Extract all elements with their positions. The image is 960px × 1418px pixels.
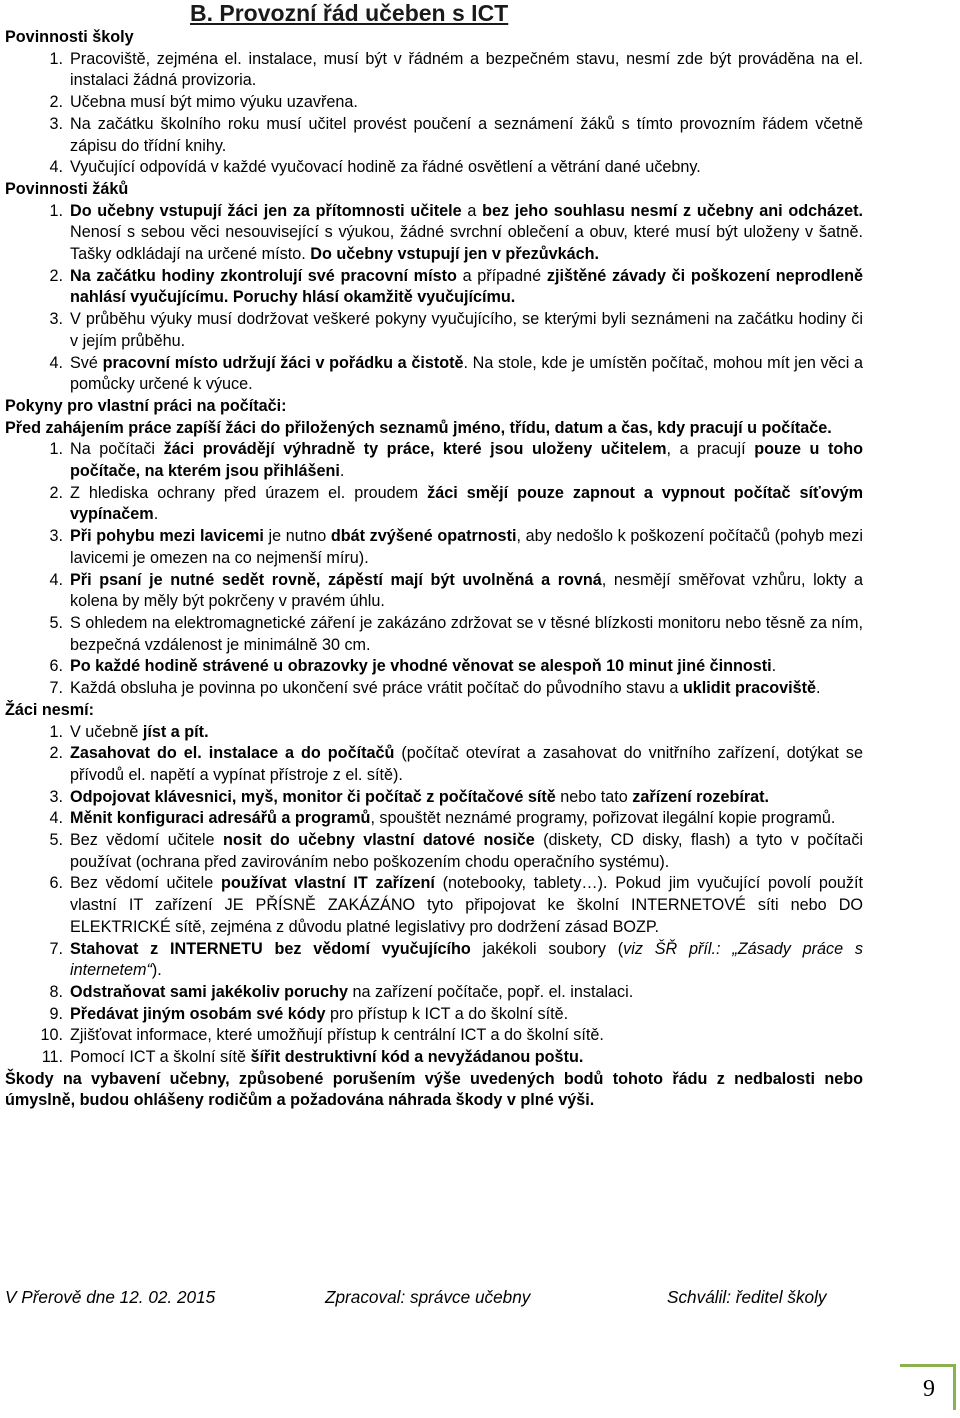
footer-approved-by: Schválil: ředitel školy <box>667 1287 827 1307</box>
page-title: B. Provozní řád učeben s ICT <box>190 0 509 26</box>
pc-work-heading: Pokyny pro vlastní práci na počítači: <box>5 396 287 415</box>
list-item: 5. S ohledem na elektromagnetické záření je zakázáno zdržovat se v těsné blízkosti monitoru nebo těsně za ním, bezpečná vzdálenost je minimálně 30 cm. <box>49 613 863 654</box>
list-item: 7. Stahovat z INTERNETU bez vědomí vyučujícího jakékoli soubory (viz ŠŘ příl.: „Zásady práce s internetem“). <box>49 939 863 980</box>
list-item: 8. Odstraňovat sami jakékoliv poruchy na zařízení počítače, popř. el. instalaci. <box>49 982 634 1001</box>
list-item: 3. Při pohybu mezi lavicemi je nutno dbát zvýšené opatrnosti, aby nedošlo k poškození počítačů (pohyb mezi lavicemi je omezen na co nejmenší míru). <box>49 527 863 567</box>
list-item: 3. Odpojovat klávesnici, myš, monitor či počítač z počítačové sítě nebo tato zařízení rozebírat. <box>49 787 770 806</box>
list-item: 3. Na začátku školního roku musí učitel provést poučení a seznámení žáků s tímto provozním řádem včetně zápisu do třídní knihy. <box>49 114 863 155</box>
school-duties-heading: Povinnosti školy <box>5 28 134 46</box>
list-item: 2. Zasahovat do el. instalace a do počítačů (počítač otevírat a zasahovat do vnitřního zařízení, dotýkat se přívodů el. napětí a vypínat přístroje z el. sítě). <box>49 744 864 784</box>
page-number: 9 <box>900 1364 956 1410</box>
damage-note: Škody na vybavení učebny, způsobené porušením výše uvedených bodů tohoto řádu z nedbalosti nebo úmyslně, budou ohlášeny rodičům a požadována náhrada škody v plné výši. <box>5 1069 863 1110</box>
list-item: 11. Pomocí ICT a školní sítě šířit destruktivní kód a nevyžádanou poštu. <box>41 1048 584 1067</box>
list-item: 4. Měnit konfiguraci adresářů a programů, spouštět neznámé programy, pořizovat ilegální kopie programů. <box>49 809 836 828</box>
list-item: 4. Při psaní je nutné sedět rovně, zápěstí mají být uvolněná a rovná, nesmějí směřovat vzhůru, lokty a kolena by měly být pokrčeny v pravém úhlu. <box>49 570 863 611</box>
list-item: 9. Předávat jiným osobám své kódy pro přístup k ICT a do školní sítě. <box>49 1004 569 1023</box>
list-item: 6. Po každé hodině strávené u obrazovky je vhodné věnovat se alespoň 10 minut jiné činnosti. <box>49 657 777 676</box>
list-item: 2. Z hlediska ochrany před úrazem el. proudem žáci smějí pouze zapnout a vypnout počítač síťovým vypínačem. <box>49 483 863 524</box>
list-item: 10. Zjišťovat informace, které umožňují přístup k centrální ICT a do školní sítě. <box>40 1026 604 1045</box>
list-item: 1. Do učebny vstupují žáci jen za přítomnosti učitele a bez jeho souhlasu nesmí z učebny ani odcházet. Nenosí s sebou věci nesouvisející s výukou, žádné svrchní oblečení a obuv, které musí být uloženy v šatně. Tašky odkládají na určené místo. Do učebny vstupují jen v přezůvkách. <box>49 201 863 264</box>
footer-place-date: V Přerově dne 12. 02. 2015 <box>5 1287 216 1307</box>
footer-prepared-by: Zpracoval: správce učebny <box>325 1287 531 1307</box>
list-item: 4. Své pracovní místo udržují žáci v pořádku a čistotě. Na stole, kde je umístěn počítač, mohou mít jen věci a pomůcky určené k výuce. <box>49 353 863 394</box>
list-item: 1. Pracoviště, zejména el. instalace, musí být v řádném a bezpečném stavu, nesmí zde být prováděna na el. instalaci žádná provizoria. <box>49 49 863 90</box>
list-item: 1. Na počítači žáci provádějí výhradně ty práce, které jsou uloženy učitelem, a pracují pouze u toho počítače, na kterém jsou přihlášeni. <box>49 440 863 481</box>
list-item: 7. Každá obsluha je povinna po ukončení své práce vrátit počítač do původního stavu a uklidit pracoviště. <box>49 679 821 698</box>
list-item: 4. Vyučující odpovídá v každé vyučovací hodině za řádné osvětlení a větrání dané učebny. <box>49 158 701 177</box>
list-item: 3. V průběhu výuky musí dodržovat veškeré pokyny vyučujícího, se kterými byli seznámeni na začátku hodiny či v jejím průběhu. <box>49 310 863 350</box>
list-item: 2. Na začátku hodiny zkontrolují své pracovní místo a případné zjištěné závady či poškození neprodleně nahlásí vyučujícímu. Poruchy hlásí okamžitě vyučujícímu. <box>49 266 863 307</box>
list-item: 1. V učebně jíst a pít. <box>49 722 209 741</box>
list-item: 2. Učebna musí být mimo výuku uzavřena. <box>49 93 358 112</box>
document-body <box>5 0 863 1112</box>
forbidden-heading: Žáci nesmí: <box>5 700 95 719</box>
list-item: 5. Bez vědomí učitele nosit do učebny vlastní datové nosiče (diskety, CD disky, flash) a tyto v počítači používat (ochrana před zavirováním nebo poškozením chodu operačního systému). <box>49 831 864 871</box>
list-item: 6. Bez vědomí učitele používat vlastní IT zařízení (notebooky, tablety…). Pokud jim vyučující povolí použít vlastní IT zařízení JE PŘÍSNĚ ZAKÁZÁNO tyto připojovat ke školní INTERNETOVÉ síti nebo DO ELEKTRICKÉ sítě, zejména z důvodu platné legislativy pro dodržení zásad BOZP. <box>49 874 864 936</box>
pupil-duties-heading: Povinnosti žáků <box>5 179 129 198</box>
pc-work-intro: Před zahájením práce zapíší žáci do přiložených seznamů jméno, třídu, datum a čas, kdy pracují u počítače. <box>5 418 832 437</box>
